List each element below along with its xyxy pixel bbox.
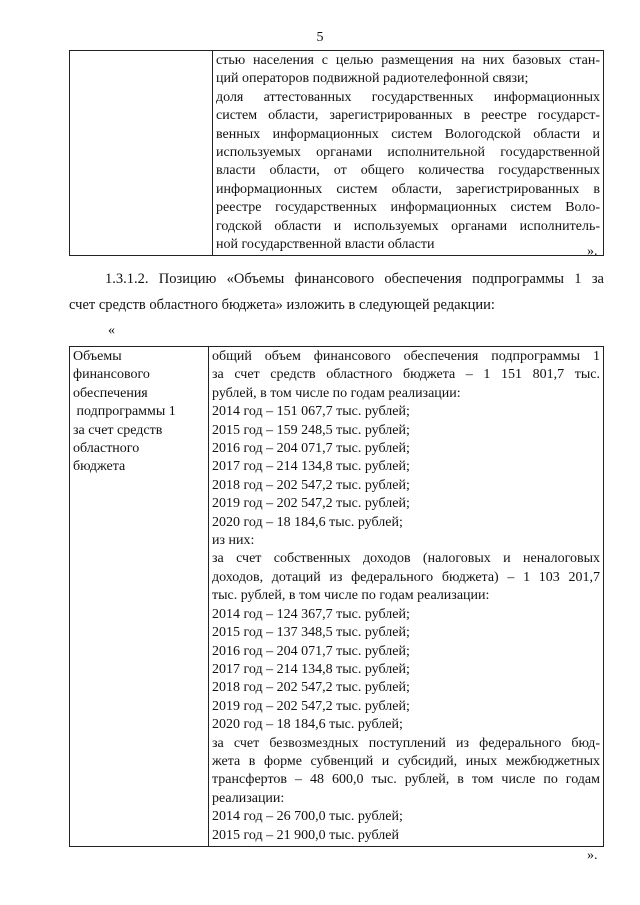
funding-line: 2019 год – 202 547,2 тыс. рублей;	[212, 496, 410, 512]
table1-line: информационных систем области, зарегистрированных в	[216, 181, 600, 197]
paragraph-line-1: 1.3.1.2. Позицию «Объемы финансового обеспечения подпрограммы 1 за	[105, 271, 604, 287]
table1-line: ной государственной власти области	[216, 237, 435, 253]
funding-line: 2014 год – 26 700,0 тыс. рублей;	[212, 809, 403, 825]
table1-left-cell	[70, 51, 213, 256]
funding-line: рублей, в том числе по годам реализации:	[212, 385, 461, 401]
funding-line: из них:	[212, 533, 255, 549]
funding-line: 2015 год – 159 248,5 тыс. рублей;	[212, 422, 410, 438]
funding-line: за счет средств областного бюджета – 1 151 801,7 тыс.	[212, 367, 600, 383]
table1-line: венных информационных систем Вологодской области и	[216, 126, 600, 142]
opening-quote: «	[108, 323, 115, 338]
funding-line: доходов, дотаций из федерального бюджета) – 1 103 201,7	[212, 569, 600, 585]
funding-line: 2016 год – 204 071,7 тыс. рублей;	[212, 441, 410, 457]
funding-line: 2020 год – 18 184,6 тыс. рублей;	[212, 514, 403, 530]
funding-line: 2020 год – 18 184,6 тыс. рублей;	[212, 717, 403, 733]
funding-label-line: Объемы	[73, 349, 122, 364]
funding-line: 2014 год – 151 067,7 тыс. рублей;	[212, 404, 410, 420]
funding-label-line: бюджета	[73, 459, 126, 475]
funding-line: 2014 год – 124 367,7 тыс. рублей;	[212, 606, 410, 622]
table1-line: стью населения с целью размещения на них базовых стан-	[216, 53, 600, 68]
closing-quote-2: ».	[587, 848, 598, 863]
goals-table-continuation	[69, 50, 604, 256]
funding-label-line: финансового	[73, 367, 150, 383]
table1-line: ций операторов подвижной радиотелефонной связи;	[216, 71, 529, 87]
funding-label-cell	[70, 347, 209, 847]
funding-line: 2018 год – 202 547,2 тыс. рублей;	[212, 477, 410, 493]
funding-line: 2019 год – 202 547,2 тыс. рублей;	[212, 698, 410, 714]
funding-line: 2018 год – 202 547,2 тыс. рублей;	[212, 680, 410, 696]
funding-line: 2016 год – 204 071,7 тыс. рублей;	[212, 643, 410, 659]
funding-line: 2015 год – 21 900,0 тыс. рублей	[212, 827, 399, 843]
funding-line: 2017 год – 214 134,8 тыс. рублей;	[212, 459, 410, 475]
funding-line: за счет безвозмездных поступлений из федерального бюд-	[212, 735, 600, 751]
funding-line: 2017 год – 214 134,8 тыс. рублей;	[212, 661, 410, 677]
table1-line: годской области и используемых органами исполнитель-	[216, 218, 600, 234]
funding-line: трансфертов – 48 600,0 тыс. рублей, в том числе по годам	[212, 772, 600, 788]
funding-line: общий объем финансового обеспечения подпрограммы 1	[212, 349, 600, 364]
funding-label-line: за счет средств	[73, 422, 163, 438]
closing-quote-1: ».	[587, 244, 598, 259]
funding-label-line: подпрограммы 1	[73, 404, 176, 420]
paragraph-line-2: счет средств областного бюджета» изложить в следующей редакции:	[69, 297, 495, 313]
funding-line: 2015 год – 137 348,5 тыс. рублей;	[212, 625, 410, 641]
table1-line: доля аттестованных государственных информационных	[216, 89, 600, 105]
table1-line: власти области, от общего количества государственных	[216, 163, 600, 179]
table1-line: используемых органами исполнительной государственной	[216, 145, 600, 161]
funding-line: тыс. рублей, в том числе по годам реализации:	[212, 588, 490, 604]
table1-line: реестре государственных информационных систем Воло-	[216, 200, 600, 216]
funding-line: реализации:	[212, 790, 285, 806]
table1-right-cell	[213, 51, 604, 256]
amendment-paragraph	[69, 266, 604, 318]
funding-line: жета в форме субвенций и субсидий, иных межбюджетных	[212, 753, 600, 769]
funding-line: за счет собственных доходов (налоговых и неналоговых	[212, 551, 600, 567]
table1-line: систем области, зарегистрированных в реестре государст-	[216, 108, 600, 124]
page-number: 5	[316, 30, 324, 45]
funding-label-line: областного	[73, 441, 140, 457]
funding-label-line: обеспечения	[73, 385, 148, 401]
funding-value-cell	[209, 347, 604, 847]
funding-table	[69, 346, 604, 847]
